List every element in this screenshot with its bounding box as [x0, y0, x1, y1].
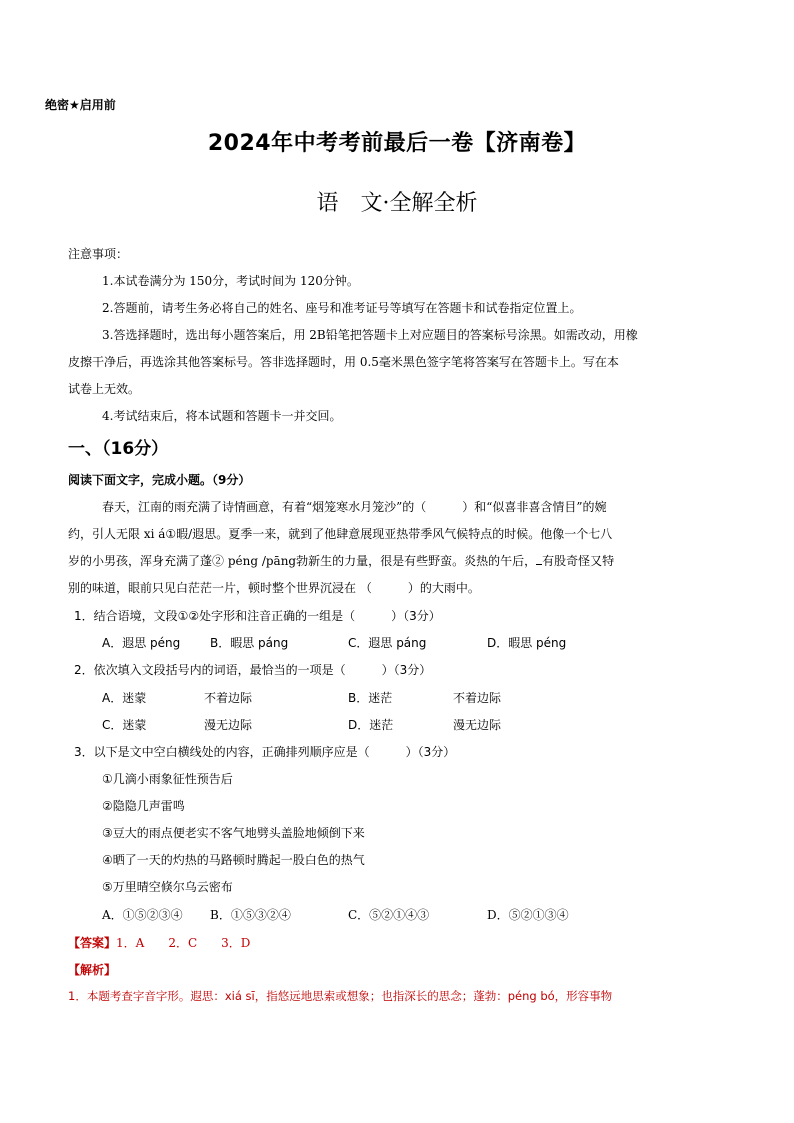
- answer-line: [68, 934, 250, 951]
- q3-option-a: A．①⑤②③④: [102, 908, 183, 922]
- analysis-line-1: 1．本题考查字音字形。遐思：xiá sī，指悠远地思索或想象；也指深长的思念；蓬勃：péng bó，形容事物: [68, 989, 613, 1003]
- passage-line-3-after-blank: 有股奇怪又特: [542, 554, 615, 568]
- q2-option-d-label: D．迷茫: [348, 718, 394, 732]
- q3-option-c: C．⑤②①④③: [348, 908, 430, 922]
- q3-sentence-3: ③豆大的雨点便老实不客气地劈头盖脸地倾倒下来: [102, 826, 365, 840]
- q2-option-a-label: A．迷蒙: [102, 691, 147, 705]
- q1-option-c: C．遐思 páng: [348, 636, 427, 650]
- notice-item-2: 2.答题前，请考生务必将自己的姓名、座号和准考证号等填写在答题卡和试卷指定位置上。: [102, 301, 582, 315]
- secret-label: 绝密★启用前: [45, 98, 116, 112]
- q3-sentence-1: ①几滴小雨象征性预告后: [102, 772, 233, 786]
- q2-option-c-label: C．迷蒙: [102, 718, 147, 732]
- q1-option-b: B．暇思 páng: [210, 636, 289, 650]
- passage-line-1: 春天，江南的雨充满了诗情画意，有着“烟笼寒水月笼沙”的（ ）和“似喜非喜含情目”的婉: [102, 500, 607, 514]
- q2-option-b-word: 不着边际: [453, 691, 502, 705]
- q3-sentence-4: ④晒了一天的灼热的马路顿时腾起一股白色的热气: [102, 853, 365, 867]
- q1-stem: 1．结合语境，文段①②处字形和注音正确的一组是（ ）（3分）: [74, 609, 441, 623]
- q2-option-a-word: 不着边际: [204, 691, 253, 705]
- notice-item-4: 4.考试结束后，将本试题和答题卡一并交回。: [102, 409, 342, 423]
- page-subtitle: 语 文·全解全析: [316, 191, 478, 216]
- notice-heading: 注意事项：: [68, 247, 129, 261]
- answer-label: 【答案】: [68, 936, 117, 950]
- q3-sentence-5: ⑤万里晴空倏尔乌云密布: [102, 880, 233, 894]
- q2-option-c-word: 漫无边际: [204, 718, 253, 732]
- notice-item-3-line-3: 试卷上无效。: [68, 382, 141, 396]
- q3-sentence-2: ②隐隐几声雷鸣: [102, 799, 185, 813]
- analysis-label: 【解析】: [68, 963, 117, 977]
- passage-line-2: 约，引人无限 xi á①暇/遐思。夏季一来，就到了他肆意展现亚热带季风气候特点的时候。他像一个七八: [68, 527, 613, 541]
- q3-stem: 3．以下是文中空白横线处的内容，正确排列顺序应是（ ）（3分）: [74, 745, 456, 759]
- q1-option-a: A．遐思 péng: [102, 636, 181, 650]
- q3-option-b: B．①⑤③②④: [210, 908, 291, 922]
- passage-line-4: 别的味道，眼前只见白茫茫一片，顿时整个世界沉浸在 （ ）的大雨中。: [68, 581, 480, 595]
- passage-line-3-before-blank: 岁的小男孩，浑身充满了蓬② péng /pāng勃新生的力量，很是有些野蛮。炎热的午后，: [68, 554, 537, 568]
- q1-option-d: D．暇思 péng: [487, 636, 567, 650]
- notice-item-3-line-2: 皮擦干净后，再选涂其他答案标号。答非选择题时，用 0.5毫米黑色签字笔将答案写在答题卡上。写在本: [68, 355, 619, 369]
- section-heading: 一、（16分）: [68, 439, 169, 459]
- q3-option-d: D．⑤②①③④: [487, 908, 569, 922]
- answer-text: 1．A 2．C 3．D: [116, 936, 251, 950]
- notice-item-3-line-1: 3.答选择题时，选出每小题答案后，用 2B铅笔把答题卡上对应题目的答案标号涂黑。如需改动，用橡: [102, 328, 638, 342]
- passage-line-3: [68, 552, 614, 569]
- page-title: 2024年中考考前最后一卷【济南卷】: [207, 131, 587, 156]
- q2-option-b-label: B．迷茫: [348, 691, 393, 705]
- q2-option-d-word: 漫无边际: [453, 718, 502, 732]
- notice-item-1: 1.本试卷满分为 150分，考试时间为 120分钟。: [102, 274, 359, 288]
- reading-instruction: 阅读下面文字，完成小题。（9分）: [68, 473, 251, 487]
- q2-stem: 2．依次填入文段括号内的词语，最恰当的一项是（ ）（3分）: [74, 663, 432, 677]
